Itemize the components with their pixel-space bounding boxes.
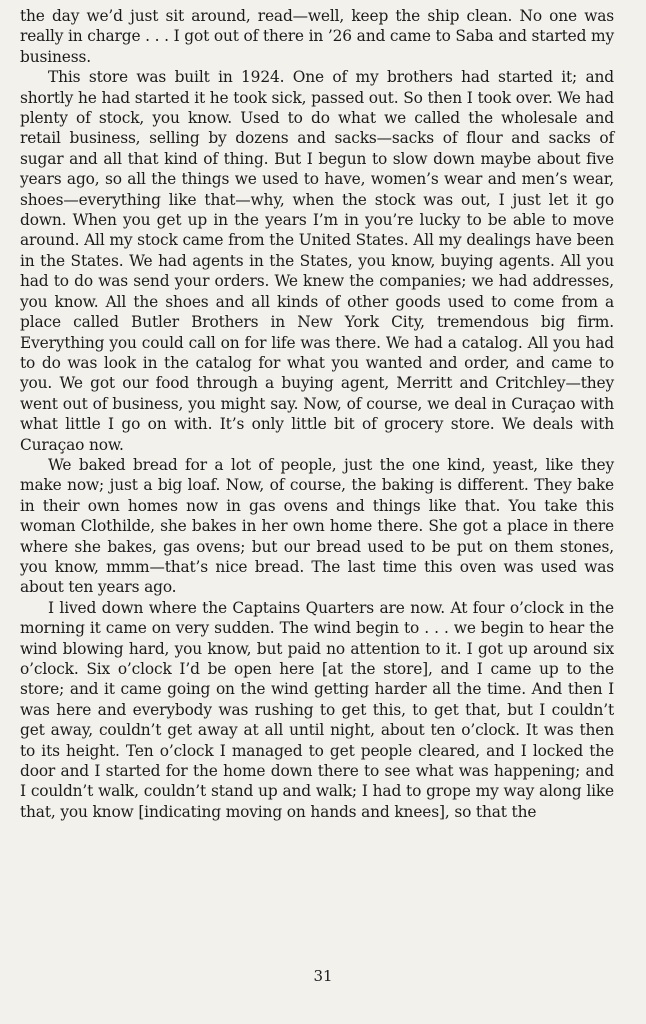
page-number: 31 bbox=[313, 967, 333, 985]
paragraph-store-history: This store was built in 1924. One of my brothers had started it; and shortly he had started it he took sick, passed out. So then I took over. We had plenty of stock, you know. Used to do what we called the wholesale and retail business, selling by dozens and sacks—sacks of flour and sacks of sugar and all that kind of thing. But I begun to slow down maybe about five years ago, so all the things we used to have, women’s wear and men’s wear, shoes—everything like that—why, when the stock was out, I just let it go down. When you get up in the years I’m in you’re lucky to be able to move around. All my stock came from the United States. All my dealings have been in the States. We had agents in the States, you know, buying agents. All you had to do was send your orders. We knew the companies; we had addresses, you know. All the shoes and all kinds of other goods used to come from a place called Butler Brothers in New York City, tremendous big firm. Everything you could call on for life was there. We had a catalog. All you had to do was look in the catalog for what you wanted and order, and came to you. We got our food through a buying agent, Merritt and Critchley—they went out of business, you might say. Now, of course, we deal in Curaçao with what little I go on with. It’s only little bit of grocery store. We deals with Curaçao now. bbox=[20, 68, 614, 454]
paragraph-bread-baking: We baked bread for a lot of people, just the one kind, yeast, like they make now; just a big loaf. Now, of course, the baking is different. They bake in their own homes now in gas ovens and things like that. You take this woman Clothilde, she bakes in her own home there. She got a place in there where she bakes, gas ovens; but our bread used to be put on them stones, you know, mmm—that’s nice bread. The last time this oven was used was about ten years ago. bbox=[20, 455, 614, 597]
paragraph-storm-account: I lived down where the Captains Quarters are now. At four o’clock in the morning it came on very sudden. The wind begin to . . . we begin to hear the wind blowing hard, you know, but paid no attention to it. I got up around six o’clock. Six o’clock I’d be open here [at the store], and I came up to the store; and it came going on the wind getting harder all the time. And then I was here and everybody was rushing to get this, to get that, but I couldn’t get away, couldn’t get away at all until night, about ten o’clock. It was then to its height. Ten o’clock I managed to get people cleared, and I locked the door and I started for the home down there to see what was happening; and I couldn’t walk, couldn’t stand up and walk; I had to grope my way along like that, you know [indicating moving on hands and knees], so that the bbox=[20, 598, 614, 821]
body-text bbox=[20, 6, 614, 822]
paragraph-continuation: the day we’d just sit around, read—well, keep the ship clean. No one was really in charge . . . I got out of there in ’26 and came to Saba and started my business. bbox=[20, 7, 614, 66]
